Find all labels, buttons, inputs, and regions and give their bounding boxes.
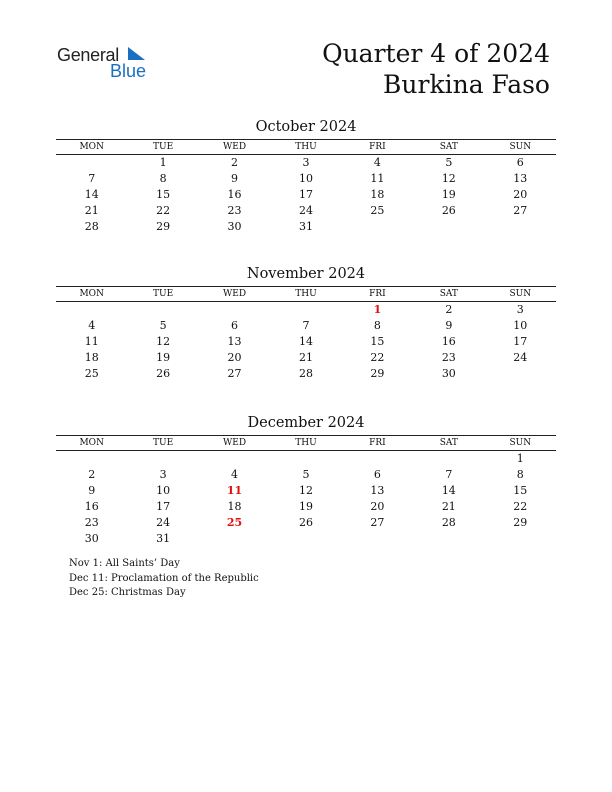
day-cell: 7	[302, 319, 310, 332]
weekday-header-sat: SAT	[413, 140, 484, 155]
weekday-header-mon: MON	[56, 287, 127, 302]
empty-day-cell	[485, 366, 556, 382]
empty-day-cell	[56, 302, 127, 319]
day-cell: 6	[231, 319, 239, 332]
day-cell: 17	[156, 500, 171, 513]
day-cell: 22	[156, 204, 171, 217]
empty-day-cell	[342, 531, 413, 547]
day-cell: 23	[84, 516, 99, 529]
day-cell: 5	[445, 156, 453, 169]
day-cell: 8	[373, 319, 381, 332]
day-cell: 1	[516, 452, 524, 465]
week-row	[56, 219, 556, 235]
week-row	[56, 203, 556, 219]
day-cell: 6	[516, 156, 524, 169]
day-cell: 9	[88, 484, 96, 497]
empty-day-cell	[413, 219, 484, 235]
weekday-header-sat: SAT	[413, 436, 484, 451]
empty-day-cell	[199, 302, 270, 319]
weekday-header-wed: WED	[199, 436, 270, 451]
weekday-header-thu: THU	[270, 287, 341, 302]
week-row	[56, 334, 556, 350]
day-cell: 12	[298, 484, 313, 497]
day-cell: 30	[441, 367, 456, 380]
empty-day-cell	[485, 219, 556, 235]
weekday-header-row	[56, 287, 556, 302]
calendar-grid	[56, 139, 556, 235]
empty-day-cell	[485, 531, 556, 547]
day-cell: 24	[513, 351, 528, 364]
day-cell: 27	[370, 516, 385, 529]
empty-day-cell	[56, 155, 127, 172]
week-row	[56, 187, 556, 203]
month-title: December 2024	[247, 415, 365, 431]
day-cell: 23	[441, 351, 456, 364]
day-cell: 29	[370, 367, 385, 380]
weekday-header-thu: THU	[270, 140, 341, 155]
weekday-header-sun: SUN	[485, 140, 556, 155]
day-cell: 13	[513, 172, 528, 185]
weekday-header-tue: TUE	[127, 287, 198, 302]
holiday-note: Dec 25: Christmas Day	[69, 587, 186, 599]
week-row	[56, 483, 556, 499]
day-cell: 8	[159, 172, 167, 185]
day-cell: 10	[156, 484, 171, 497]
week-row	[56, 155, 556, 172]
weekday-header-tue: TUE	[127, 140, 198, 155]
day-cell: 31	[156, 532, 171, 545]
month-november	[56, 265, 556, 382]
week-row	[56, 451, 556, 468]
weekday-header-row	[56, 436, 556, 451]
day-cell: 26	[298, 516, 313, 529]
day-cell: 12	[441, 172, 456, 185]
day-cell: 28	[441, 516, 456, 529]
day-cell: 15	[513, 484, 528, 497]
logo-general-text: General	[57, 45, 119, 65]
weekday-header-sun: SUN	[485, 287, 556, 302]
day-cell: 28	[298, 367, 313, 380]
weekday-header-fri: FRI	[342, 287, 413, 302]
day-cell: 27	[227, 367, 242, 380]
empty-day-cell	[127, 451, 198, 468]
holiday-note: Nov 1: All Saints’ Day	[69, 558, 180, 569]
day-cell: 27	[513, 204, 528, 217]
weekday-header-fri: FRI	[342, 140, 413, 155]
week-row	[56, 171, 556, 187]
day-cell: 20	[513, 188, 528, 201]
weekday-header-sat: SAT	[413, 287, 484, 302]
day-cell: 9	[445, 319, 453, 332]
day-cell: 14	[84, 188, 99, 201]
generalblue-logo	[57, 44, 157, 82]
day-cell: 13	[370, 484, 385, 497]
holiday-note: Dec 11: Proclamation of the Republic	[69, 572, 259, 584]
day-cell: 28	[84, 220, 99, 233]
week-row	[56, 499, 556, 515]
day-cell: 22	[370, 351, 385, 364]
empty-day-cell	[413, 451, 484, 468]
day-cell: 19	[441, 188, 456, 201]
title-country: Burkina Faso	[383, 70, 550, 99]
day-cell: 14	[441, 484, 456, 497]
empty-day-cell	[270, 451, 341, 468]
empty-day-cell	[413, 531, 484, 547]
week-row	[56, 350, 556, 366]
month-october	[56, 118, 556, 235]
day-cell: 30	[84, 532, 99, 545]
week-row	[56, 302, 556, 319]
day-cell: 25	[370, 204, 385, 217]
day-cell: 17	[513, 335, 528, 348]
day-cell: 5	[302, 468, 310, 481]
weekday-header-wed: WED	[199, 287, 270, 302]
empty-day-cell	[56, 451, 127, 468]
empty-day-cell	[270, 531, 341, 547]
holiday-day-cell: 25	[226, 516, 243, 529]
month-title: October 2024	[255, 119, 357, 135]
page-title	[322, 38, 550, 100]
day-cell: 12	[156, 335, 171, 348]
day-cell: 13	[227, 335, 242, 348]
weekday-header-wed: WED	[199, 140, 270, 155]
day-cell: 26	[156, 367, 171, 380]
day-cell: 24	[156, 516, 171, 529]
month-title: November 2024	[246, 266, 366, 282]
holiday-day-cell: 1	[373, 303, 382, 316]
day-cell: 18	[227, 500, 242, 513]
empty-day-cell	[270, 302, 341, 319]
day-cell: 3	[159, 468, 167, 481]
logo-blue-text: Blue	[110, 61, 147, 81]
empty-day-cell	[199, 451, 270, 468]
day-cell: 24	[298, 204, 313, 217]
day-cell: 7	[88, 172, 96, 185]
day-cell: 3	[302, 156, 310, 169]
day-cell: 3	[516, 303, 524, 316]
day-cell: 11	[370, 172, 385, 185]
day-cell: 16	[84, 500, 99, 513]
day-cell: 2	[445, 303, 453, 316]
day-cell: 21	[441, 500, 456, 513]
day-cell: 29	[513, 516, 528, 529]
weekday-header-mon: MON	[56, 436, 127, 451]
day-cell: 19	[156, 351, 171, 364]
day-cell: 16	[227, 188, 242, 201]
day-cell: 4	[88, 319, 96, 332]
day-cell: 2	[88, 468, 96, 481]
day-cell: 21	[298, 351, 313, 364]
day-cell: 10	[298, 172, 313, 185]
day-cell: 6	[373, 468, 381, 481]
day-cell: 10	[513, 319, 528, 332]
day-cell: 29	[156, 220, 171, 233]
week-row	[56, 366, 556, 382]
day-cell: 14	[298, 335, 313, 348]
weekday-header-tue: TUE	[127, 436, 198, 451]
calendar-grid	[56, 435, 556, 547]
weekday-header-mon: MON	[56, 140, 127, 155]
day-cell: 11	[84, 335, 99, 348]
weekday-header-row	[56, 140, 556, 155]
empty-day-cell	[127, 302, 198, 319]
week-row	[56, 531, 556, 547]
month-december	[56, 414, 556, 547]
empty-day-cell	[199, 531, 270, 547]
day-cell: 8	[516, 468, 524, 481]
empty-day-cell	[342, 219, 413, 235]
holiday-day-cell: 11	[226, 484, 243, 497]
empty-day-cell	[342, 451, 413, 468]
day-cell: 9	[231, 172, 239, 185]
day-cell: 18	[370, 188, 385, 201]
day-cell: 4	[231, 468, 239, 481]
weekday-header-fri: FRI	[342, 436, 413, 451]
day-cell: 30	[227, 220, 242, 233]
day-cell: 2	[231, 156, 239, 169]
day-cell: 4	[373, 156, 381, 169]
day-cell: 16	[441, 335, 456, 348]
day-cell: 15	[370, 335, 385, 348]
day-cell: 15	[156, 188, 171, 201]
day-cell: 26	[441, 204, 456, 217]
day-cell: 20	[370, 500, 385, 513]
day-cell: 17	[298, 188, 313, 201]
week-row	[56, 515, 556, 531]
calendar-grid	[56, 286, 556, 382]
day-cell: 18	[84, 351, 99, 364]
day-cell: 22	[513, 500, 528, 513]
day-cell: 23	[227, 204, 242, 217]
day-cell: 7	[445, 468, 453, 481]
day-cell: 21	[84, 204, 99, 217]
day-cell: 25	[84, 367, 99, 380]
week-row	[56, 467, 556, 483]
weekday-header-thu: THU	[270, 436, 341, 451]
day-cell: 20	[227, 351, 242, 364]
weekday-header-sun: SUN	[485, 436, 556, 451]
day-cell: 5	[159, 319, 167, 332]
day-cell: 1	[159, 156, 167, 169]
holiday-notes	[69, 557, 259, 601]
day-cell: 31	[298, 220, 313, 233]
week-row	[56, 318, 556, 334]
title-quarter: Quarter 4 of 2024	[322, 39, 550, 68]
day-cell: 19	[298, 500, 313, 513]
